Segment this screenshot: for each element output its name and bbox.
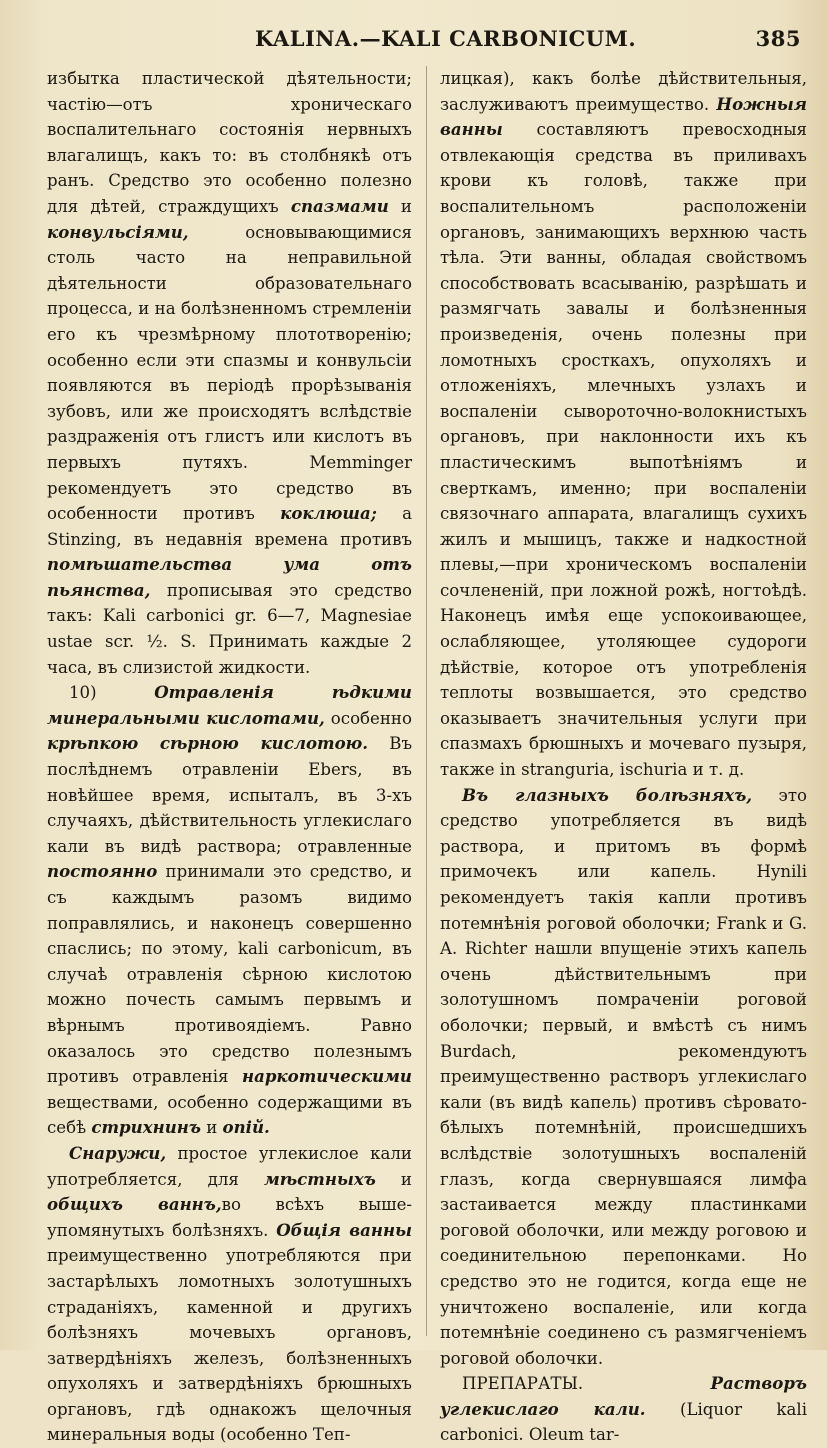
text-run: и xyxy=(375,1169,412,1189)
text-run: прописывая это средство такъ: Kali carbonici gr. 6—7, Magnesiae ustae scr. ½. S. Принимать каждые 2 часа, въ слизистой жидкости. xyxy=(47,580,412,677)
italic-term: общихъ ваннъ, xyxy=(47,1194,222,1215)
text-run: преимущественно употребляются при застарѣлыхъ ломотныхъ золотушныхъ страданіяхъ, каменной и другихъ болѣзняхъ мочевыхъ органовъ, затвердѣніяхъ железъ, болѣзненныхъ опухоляхъ и затвердѣніяхъ брюшныхъ органовъ, гдѣ однакожъ щелочныя минеральныя воды (особенно Теп- xyxy=(47,1246,412,1445)
italic-term: мѣстныхъ xyxy=(263,1168,376,1189)
page-number: 385 xyxy=(755,26,801,51)
italic-term: коклюша; xyxy=(280,503,377,524)
italic-term: Ножныя ванны xyxy=(440,93,807,140)
paragraph xyxy=(47,680,412,1141)
column-divider xyxy=(426,66,427,1336)
text-run: основывающимися столь часто на неправильной дѣятельности образовательнаго процесса, и на болѣзненномъ стремленіи его къ чрезмѣрному плототворенію; особенно если эти спазмы и конвульсіи появляются въ періодѣ прорѣзыванія зубовъ, или же происходятъ вслѣдствіе раздраженія отъ глистъ или кислотъ въ первыхъ путяхъ. Memminger рекомендуетъ это средство въ особенности противъ xyxy=(47,222,412,524)
italic-term: постоянно xyxy=(47,861,158,882)
text-run: особенно xyxy=(324,708,412,728)
italic-term: спазмами xyxy=(290,195,389,216)
text-run: лицкая), какъ болѣе дѣйствительныя, заслуживаютъ преимущество. xyxy=(440,69,807,114)
italic-term: помѣшательства ума отъ пьянства, xyxy=(47,554,412,600)
italic-term: конвульсіями, xyxy=(47,221,189,242)
text-run: и xyxy=(200,1118,223,1138)
paragraph xyxy=(440,66,807,783)
italic-term: крѣпкою сѣрною кислотою. xyxy=(47,733,369,754)
text-run: (Liquor kali carbonici. Oleum tar- xyxy=(440,1399,807,1445)
text-run: составляютъ превосходныя отвлекающія средства въ приливахъ крови къ головѣ, также при воспалительномъ расположеніи органовъ, занимающихъ верхнюю часть тѣла. Эти ванны, обладая свойствомъ способствовать всасыванію, разрѣшать и размягчать завалы и болѣзненныя произведенія, очень полезны при ломотныхъ сросткахъ, опухоляхъ и отложеніяхъ, млечныхъ узлахъ и воспаленіи сывороточно-волокнистыхъ органовъ, при наклонности ихъ къ пластическимъ выпотѣніямъ и сверткамъ, именно; при воспаленіи связочнаго аппарата, влагалищъ сухихъ жилъ и мышицъ, также и надкостной плевы,—при хроническомъ воспаленіи сочлененій, при ложной рожѣ, ногтоѣдѣ. Наконецъ имѣя еще успокоивающее, ослабляющее, утоляющее судороги дѣйствіе, которое отъ употребленія теплоты возвышается, это средство оказываетъ значительныя услуги при спазмахъ брюшныхъ и мочеваго пузыря, также in stranguria, ischuria и т. д. xyxy=(440,120,807,780)
paragraph xyxy=(440,1371,807,1448)
italic-term: стрихнинъ xyxy=(91,1117,201,1138)
page-header xyxy=(255,26,801,54)
text-run: ПРЕПАРАТЫ. xyxy=(462,1374,711,1394)
paragraph xyxy=(47,66,412,680)
text-run: и xyxy=(388,196,412,216)
italic-term: наркотическими xyxy=(241,1066,412,1087)
left-text-column xyxy=(47,66,412,1445)
paragraph xyxy=(440,783,807,1372)
text-run: 10) xyxy=(69,683,155,703)
italic-term: опій. xyxy=(222,1117,270,1138)
text-run: веществами, особенно содержащими въ себѣ xyxy=(47,1092,412,1138)
italic-term: Отравленія ѣдкими минеральными кислотами, xyxy=(47,682,412,728)
text-run: во всѣхъ выше-упомянутыхъ болѣзняхъ. xyxy=(47,1195,412,1240)
italic-term: Снаружи, xyxy=(69,1142,167,1163)
italic-term: Въ глазныхъ болѣзняхъ, xyxy=(462,784,753,805)
italic-term: Общія ванны xyxy=(276,1219,412,1240)
text-run: это средство употребляется въ видѣ раствора, и притомъ въ формѣ примочекъ или капель. Hynili рекомендуетъ такія капли противъ потемнѣнія роговой оболочки; Frank и G. A. Richter нашли впущеніе этихъ капель очень дѣйствительнымъ при золотушномъ помраченіи роговой оболочки; первый, и вмѣстѣ съ нимъ Burdach, рекомендуютъ преимущественно растворъ углекислаго кали (въ видѣ капель) противъ сѣровато-бѣлыхъ потемнѣній, происшедшихъ вслѣдствіе золотушныхъ воспаленій глазъ, когда свернувшаяся лимфа застаивается между пластинками роговой оболочки, или между роговою и соединительною перепонками. Но средство это не годится, когда еще не уничтожено воспаленіе, или когда потемнѣніе соединено съ размягченіемъ роговой оболочки. xyxy=(440,785,807,1368)
text-run: Въ послѣднемъ отравленіи Ebers, въ новѣйшее время, испыталъ, въ 3-хъ случаяхъ, дѣйствительность углекислаго кали въ видѣ раствора; отравленные xyxy=(47,734,412,856)
text-run: избытка пластической дѣятельности; частію—отъ хроническаго воспалительнаго состоянія нервныхъ влагалищъ, какъ то: въ столбнякѣ отъ ранъ. Средство это особенно полезно для дѣтей, страждущихъ xyxy=(47,69,412,216)
right-text-column xyxy=(440,66,807,1445)
text-run: а Stinzing, въ недавнія времена противъ xyxy=(47,504,412,549)
running-title: KALINA.—KALI CARBONICUM. xyxy=(255,26,637,51)
italic-term: Растворъ углекислаго кали. xyxy=(440,1373,807,1419)
text-run: принимали это средство, и съ каждымъ разомъ видимо поправлялись, и наконецъ совершенно спаслись; по этому, kali carbonicum, въ случаѣ отравленія сѣрною кислотою можно почесть самымъ первымъ и вѣрнымъ противоядіемъ. Равно оказалось это средство полезнымъ противъ отравленія xyxy=(47,862,412,1087)
paragraph xyxy=(47,1141,412,1448)
text-run: простое углекислое кали употребляется, для xyxy=(47,1143,412,1189)
